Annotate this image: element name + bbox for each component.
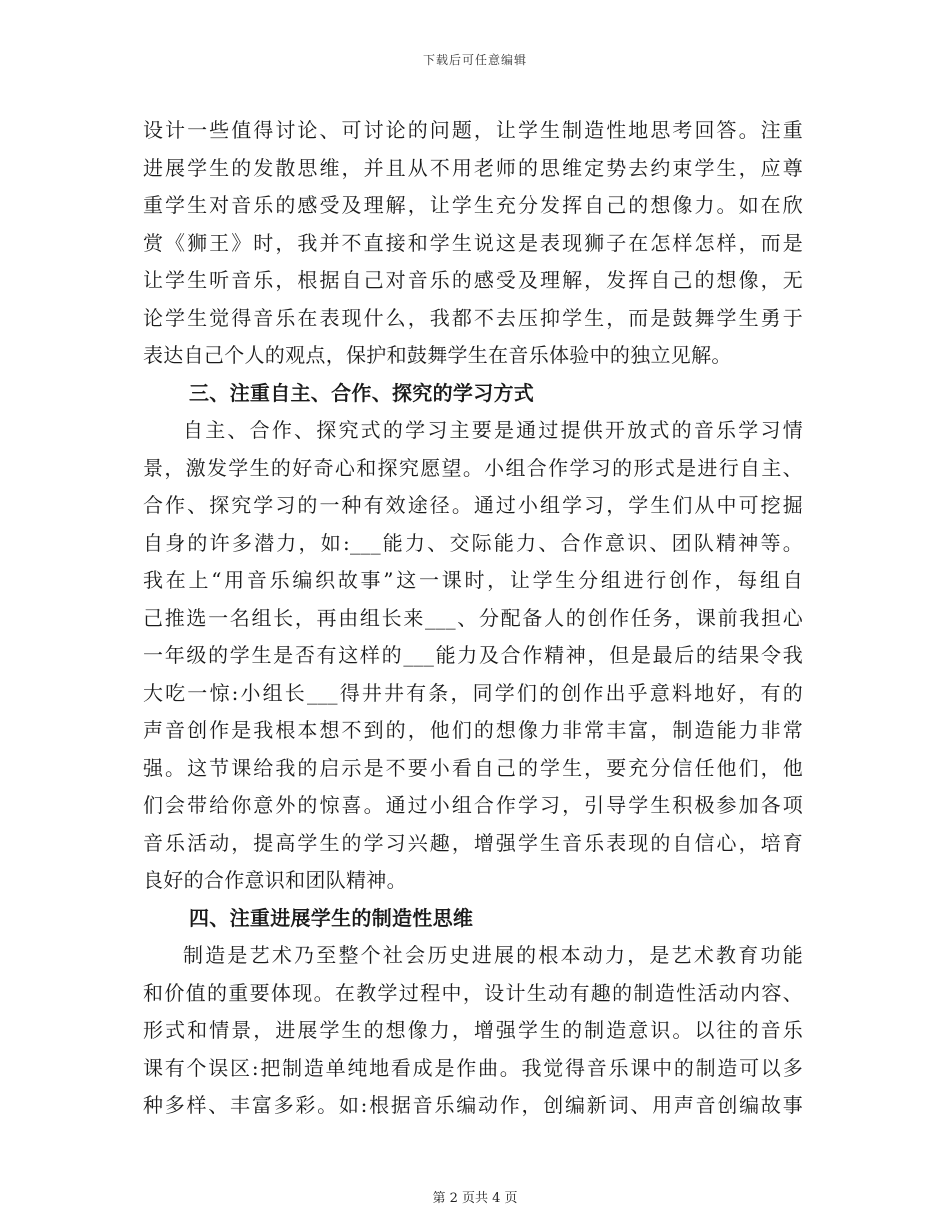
text-line: 重学生对音乐的感受及理解，让学生充分发挥自己的想像力。如在欣 <box>143 193 803 217</box>
text-line: 一年级的学生是否有这样的___能力及合作精神，但是最后的结果令我 <box>143 643 803 667</box>
text-line: 景，激发学生的好奇心和探究愿望。小组合作学习的形式是进行自主、 <box>143 455 803 480</box>
text-line: 声音创作是我根本想不到的，他们的想像力非常丰富，制造能力非常 <box>143 718 803 742</box>
text-line: 自身的许多潜力，如:___能力、交际能力、合作意识、团队精神等。 <box>143 530 803 555</box>
text-line: 种多样、丰富多彩。如:根据音乐编动作，创编新词、用声音创编故事 <box>143 1093 803 1117</box>
text-line: 进展学生的发散思维，并且从不用老师的思维定势去约束学生，应尊 <box>143 155 803 180</box>
text-line: 表达自己个人的观点，保护和鼓舞学生在音乐体验中的独立见解。 <box>143 343 732 367</box>
section-heading-3: 三、注重自主、合作、探究的学习方式 <box>189 380 535 405</box>
text-line: 己推选一名组长，再由组长来___、分配备人的创作任务，课前我担心 <box>143 605 803 630</box>
text-line: 合作、探究学习的一种有效途径。通过小组学习，学生们从中可挖掘 <box>143 493 803 517</box>
text-line: 让学生听音乐，根据自己对音乐的感受及理解，发挥自己的想像，无 <box>143 268 803 292</box>
text-line: 们会带给你意外的惊喜。通过小组合作学习，引导学生积极参加各项 <box>143 793 803 817</box>
page-header-note: 下载后可任意编辑 <box>422 53 527 67</box>
text-line: 形式和情景，进展学生的想像力，增强学生的制造意识。以往的音乐 <box>143 1018 803 1042</box>
text-line: 赏《狮王》时，我并不直接和学生说这是表现狮子在怎样怎样，而是 <box>143 230 803 255</box>
text-line: 和价值的重要体现。在教学过程中，设计生动有趣的制造性活动内容、 <box>143 980 803 1005</box>
text-line: 我在上“用音乐编织故事”这一课时，让学生分组进行创作，每组自 <box>143 568 803 592</box>
document-body <box>143 112 803 1125</box>
section-heading-4: 四、注重进展学生的制造性思维 <box>189 905 474 930</box>
text-line: 制造是艺术乃至整个社会历史进展的根本动力，是艺术教育功能 <box>183 943 803 967</box>
text-line: 大吃一惊:小组长___得井井有条，同学们的创作出乎意料地好，有的 <box>143 680 803 705</box>
text-line: 论学生觉得音乐在表现什么，我都不去压抑学生，而是鼓舞学生勇于 <box>143 305 803 330</box>
text-line: 良好的合作意识和团队精神。 <box>143 868 407 892</box>
text-line: 设计一些值得讨论、可讨论的问题，让学生制造性地思考回答。注重 <box>143 118 803 142</box>
text-line: 强。这节课给我的启示是不要小看自己的学生，要充分信任他们，他 <box>143 755 803 780</box>
text-line: 音乐活动，提高学生的学习兴趣，增强学生音乐表现的自信心，培育 <box>143 830 803 855</box>
page-footer-number: 第 2 页共 4 页 <box>432 1191 518 1206</box>
text-line: 自主、合作、探究式的学习主要是通过提供开放式的音乐学习情 <box>183 418 803 442</box>
text-line: 课有个误区:把制造单纯地看成是作曲。我觉得音乐课中的制造可以多 <box>143 1055 803 1080</box>
